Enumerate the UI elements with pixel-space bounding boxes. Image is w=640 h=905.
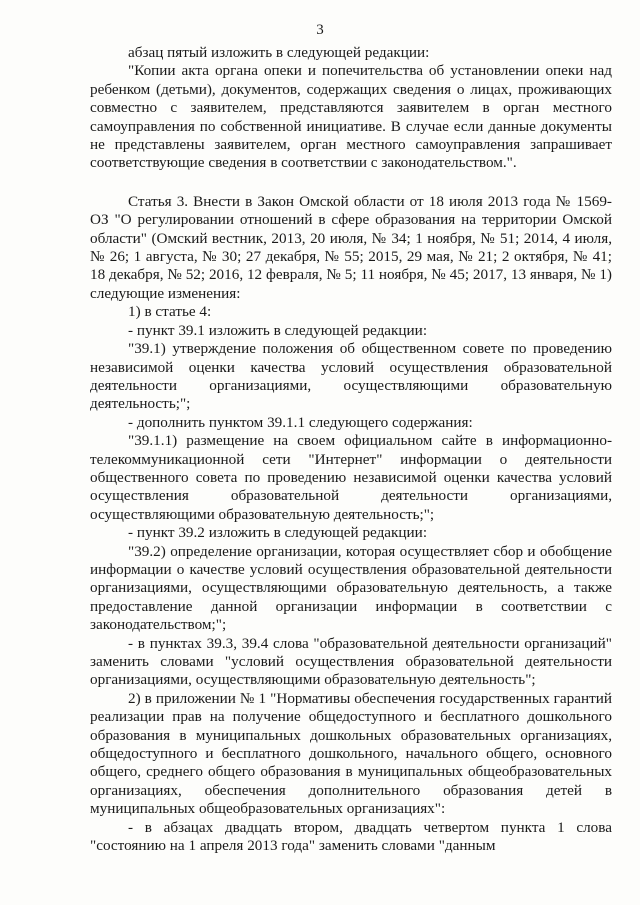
paragraph: "39.1) утверждение положения об общественном совете по проведению независимой оценки качества условий осуществления образовательной деятельности организациями, осуществляющими образовательную деятельность;"; bbox=[90, 340, 612, 413]
paragraph: - в пунктах 39.3, 39.4 слова "образовательной деятельности организаций" заменить словами "условий осуществления образовательной деятельности организациями, осуществляющими образовательную деятельность"; bbox=[90, 634, 612, 689]
page-number: 3 bbox=[316, 22, 324, 38]
paragraph: 2) в приложении № 1 "Нормативы обеспечения государственных гарантий реализации прав на получение общедоступного и бесплатного дошкольного образования в муниципальных дошкольных образовательных организациях, общедоступного и бесплатного дошкольного, начального общего, основного общего, среднего общего образования в муниципальных общеобразовательных организациях, обеспечения дополнительного образования детей в муниципальных общеобразовательных организациях": bbox=[90, 689, 612, 818]
document-body bbox=[90, 44, 612, 855]
paragraph: 1) в статье 4: bbox=[128, 303, 212, 321]
spacer bbox=[90, 173, 612, 193]
paragraph: - дополнить пунктом 39.1.1 следующего содержания: bbox=[128, 413, 473, 431]
paragraph: - в абзацах двадцать втором, двадцать четвертом пункта 1 слова "состоянию на 1 апреля 2013 года" заменить словами "данным bbox=[90, 818, 612, 855]
paragraph: "39.2) определение организации, которая осуществляет сбор и обобщение информации о качестве условий осуществления образовательной деятельности организациями, осуществляющими образовательную деятельность, а также предоставление данной организации информации в соответствии с законодательством;"; bbox=[90, 542, 612, 634]
paragraph: "39.1.1) размещение на своем официальном сайте в информационно-телекоммуникационной сети "Интернет" информации о деятельности общественного совета по проведению независимой оценки качества условий осуществления образовательной деятельности организациями, осуществляющими образовательную деятельность;"; bbox=[90, 432, 612, 523]
paragraph: "Копии акта органа опеки и попечительства об установлении опеки над ребенком (детьми), документов, содержащих сведения о лицах, проживающих совместно с заявителем, представляются заявителем в орган местного самоуправления по собственной инициативе. В случае если данные документы не представлены заявителем, орган местного самоуправления запрашивает соответствующие сведения в соответствии с законодательством.". bbox=[90, 62, 612, 172]
paragraph: Статья 3. Внести в Закон Омской области от 18 июля 2013 года № 1569-ОЗ "О регулировании отношений в сфере образования на территории Омской области" (Омский вестник, 2013, 20 июля, № 34; 1 ноября, № 51; 2014, 4 июля, № 26; 1 августа, № 30; 27 декабря, № 55; 2015, 29 мая, № 21; 2 октября, № 41; 18 декабря, № 52; 2016, 12 февраля, № 5; 11 ноября, № 45; 2017, 13 января, № 1) следующие изменения: bbox=[90, 192, 612, 302]
paragraph: - пункт 39.2 изложить в следующей редакции: bbox=[128, 524, 428, 542]
paragraph: - пункт 39.1 изложить в следующей редакции: bbox=[128, 321, 428, 339]
paragraph: абзац пятый изложить в следующей редакции: bbox=[128, 44, 430, 61]
